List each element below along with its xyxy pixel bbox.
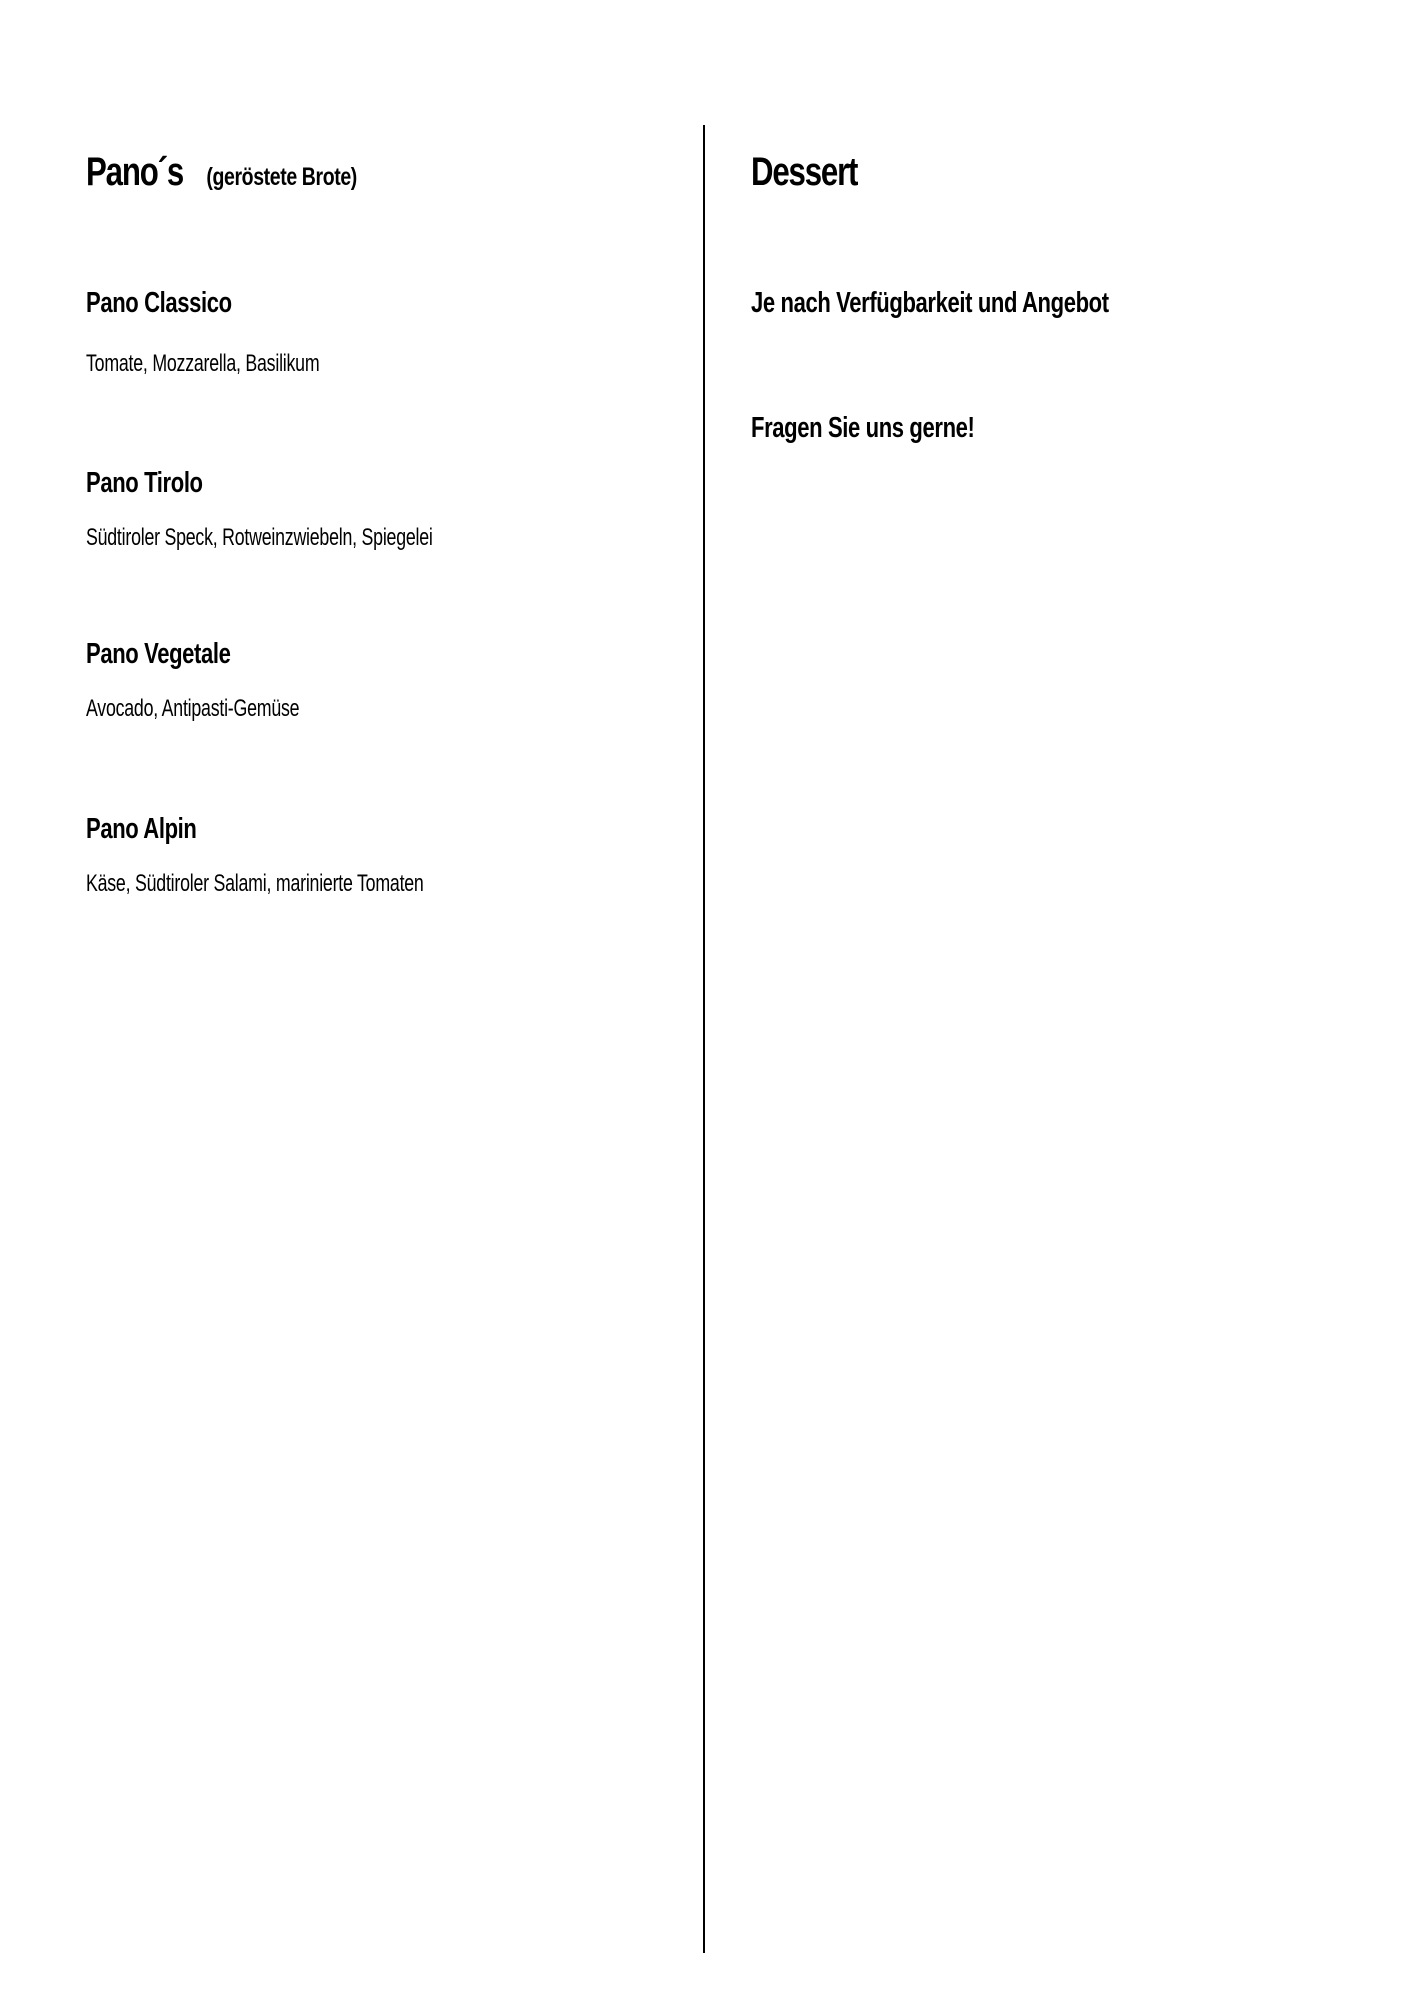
panos-title-text: Pano´s: [86, 150, 184, 194]
menu-item-description: Käse, Südtiroler Salami, marinierte Tomaten: [86, 870, 424, 897]
dessert-ask-note: Fragen Sie uns gerne!: [751, 412, 975, 444]
menu-item-name: Pano Vegetale: [86, 638, 231, 670]
dessert-availability-note: Je nach Verfügbarkeit und Angebot: [751, 287, 1109, 319]
menu-item-name: Pano Classico: [86, 287, 232, 319]
panos-title: [86, 150, 357, 195]
column-divider: [703, 125, 705, 1953]
menu-item-description: Tomate, Mozzarella, Basilikum: [86, 350, 320, 377]
menu-item-name: Pano Tirolo: [86, 467, 203, 499]
menu-item-description: Südtiroler Speck, Rotweinzwiebeln, Spiegelei: [86, 524, 433, 551]
panos-subtitle: (geröstete Brote): [206, 163, 357, 191]
menu-item-description: Avocado, Antipasti-Gemüse: [86, 695, 300, 722]
menu-item-name: Pano Alpin: [86, 813, 197, 845]
dessert-title: Dessert: [751, 150, 858, 194]
